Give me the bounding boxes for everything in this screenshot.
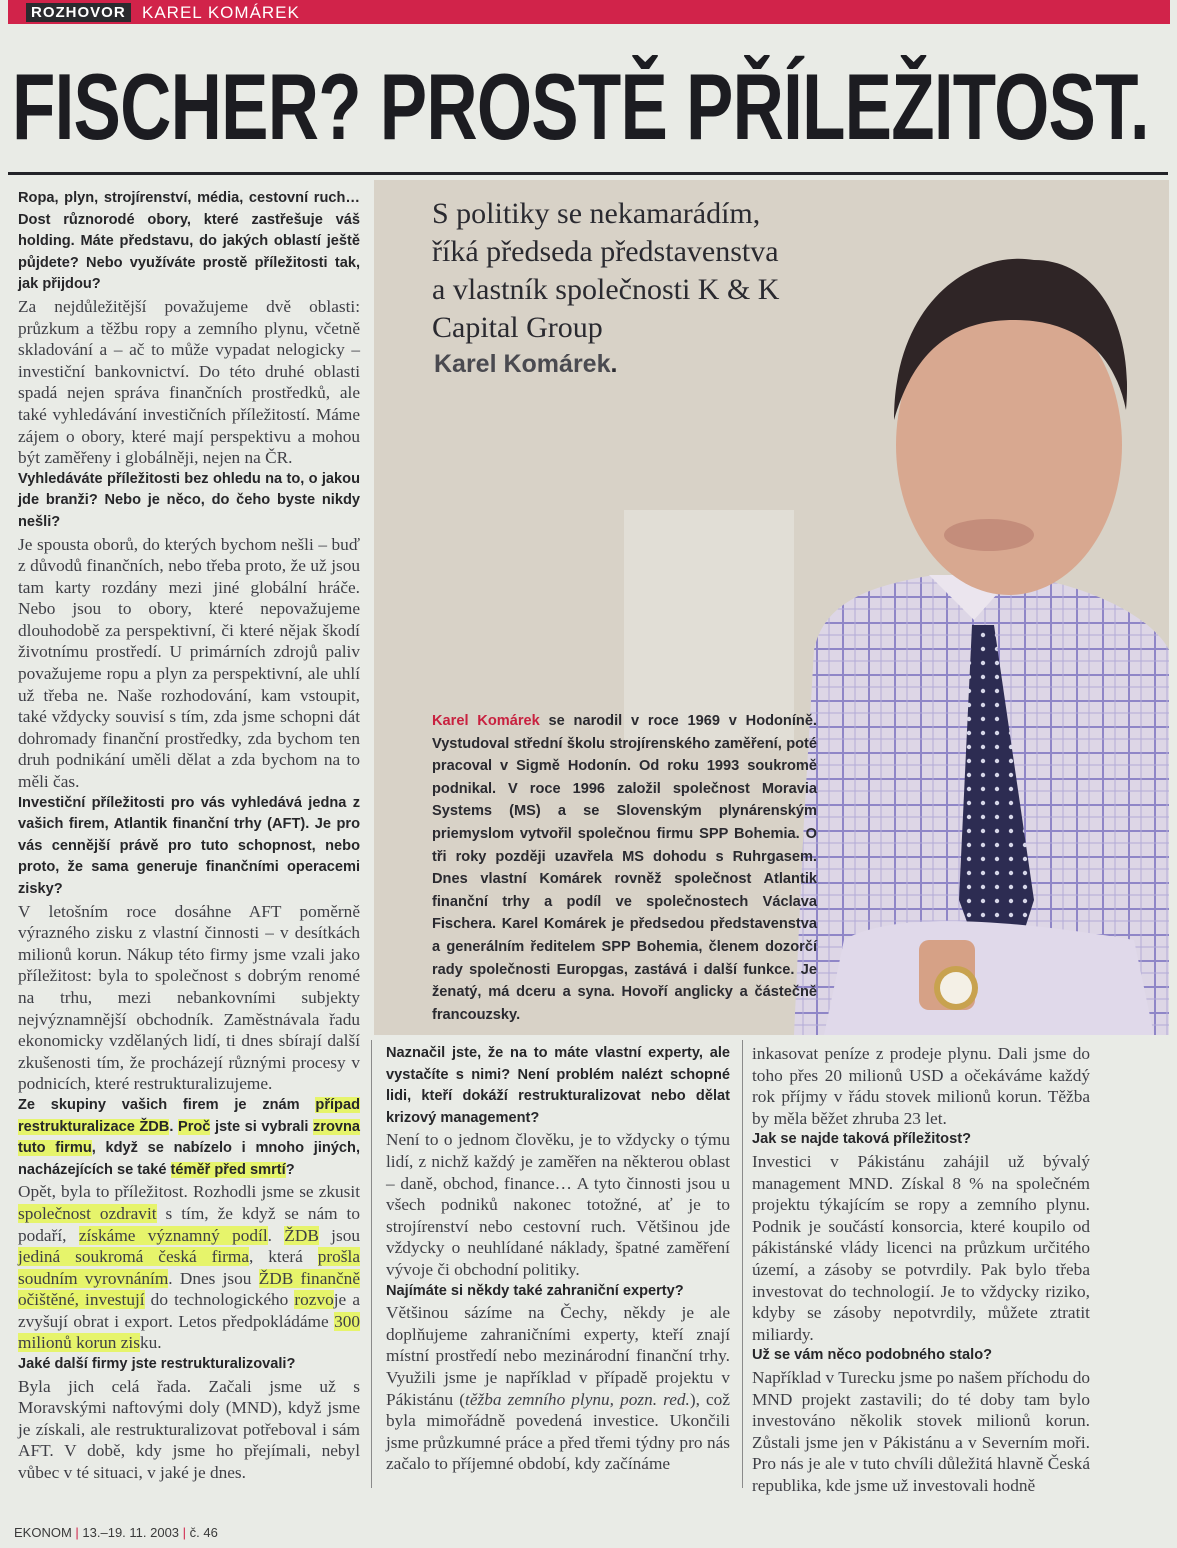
text-run: s tím, že když se nám to podaří, bbox=[18, 1203, 360, 1245]
column-3 bbox=[752, 1043, 1090, 1496]
bio-text: se narodil v roce 1969 v Hodoníně. Vystudoval střední školu strojírenského zaměření, poté pracoval v Sigmě Hodonín. Od roku 1993 soukromě podnikal. V roce 1996 založil společnost Moravia Systems (MS) a se Slovenským plynárenským priemyslom vytvořil společnou firmu SPP Bohemia. O tři roky později uzavřela MS dohodu s Ruhrgasem. Dnes vlastní Komárek rovněž společnost Atlantik finanční trhy a podíl ve společnostech Václava Fischera. Karel Komárek je předsedou představenstva a generálním ředitelem SPP Bohemia, členem dozorčí rady společnosti Europgas, zastává i další funkce. Je ženatý, má dceru a syna. Hovoří anglicky a částečně francouzsky. bbox=[432, 713, 817, 1023]
highlight: případ restrukturalizace ŽDB bbox=[18, 1096, 360, 1135]
text-run: jsou bbox=[318, 1225, 360, 1245]
highlight: prošla soudním vyrovnáním bbox=[18, 1247, 360, 1288]
lede-name bbox=[434, 350, 617, 379]
text-run: jste si vybrali bbox=[210, 1118, 313, 1135]
answer: Například v Turecku jsme po našem příchodu do MND projekt zastavili; do té doby tam bylo investováno několik stovek milionů korun. Zůstali jsme jen v Pákistánu a v Severním moři. Pro nás je ale v tuto chvíli důležitá hlavně Česká republika, kde jsme už investovali hodně bbox=[752, 1367, 1090, 1495]
answer bbox=[386, 1302, 730, 1475]
column-divider bbox=[371, 1040, 372, 1488]
question: Najímáte si někdy také zahraniční experty? bbox=[386, 1282, 684, 1299]
lede-name-text: Karel Komárek bbox=[434, 350, 611, 378]
lede-period: . bbox=[610, 350, 618, 378]
highlight: ŽDB bbox=[284, 1225, 319, 1245]
section-person-name: KAREL KOMÁREK bbox=[142, 3, 300, 22]
bio-name: Karel Komárek bbox=[432, 713, 540, 729]
answer: Za nejdůležitější považujeme dvě oblasti: průzkum a těžbu ropy a zemního plynu, včetně skladování a – ač to může vypadat nelogicky – investiční bankovnictví. Do této druhé oblasti spadá nejen správa finančních prostředků, ale také vyhledávání investičních příležitostí. Máme zájem o obory, které mají perspektivu a mohou být zaměřeny i globálněji, nejen na ČR. bbox=[18, 296, 360, 468]
highlight: téměř před smrtí bbox=[170, 1161, 286, 1178]
page-footer bbox=[14, 1525, 218, 1540]
answer: inkasovat peníze z prodeje plynu. Dali jsme do toho přes 20 milionů USD a očekáváme každý rok příjmy v řádu stovek milionů korun. Těžba by měla běžet zhruba 23 let. bbox=[752, 1044, 1090, 1128]
text-run: Většinou sázíme na Čechy, někdy je ale doplňujeme zahraničními experty, kteří znají místní prostředí nebo mezinárodní finanční trhy. Využili jsme je například v případě projektu v Pákistánu ( bbox=[386, 1303, 730, 1409]
question-highlighted bbox=[18, 1095, 360, 1181]
column-divider bbox=[742, 1040, 743, 1488]
column-2 bbox=[386, 1043, 730, 1475]
article-headline: FISCHER? PROSTĚ PŘÍLEŽITOST. bbox=[12, 54, 1149, 159]
text-run: . bbox=[267, 1225, 285, 1245]
issue-date: 13.–19. 11. 2003 bbox=[82, 1525, 180, 1540]
section-header-bar bbox=[8, 0, 1170, 24]
magazine-name: EKONOM bbox=[14, 1525, 72, 1540]
highlight: rozvo bbox=[294, 1290, 334, 1310]
text-run: je a zvyšují obrat i export. Letos předpokládáme bbox=[18, 1290, 360, 1331]
answer: V letošním roce dosáhne AFT poměrně výrazného zisku z vlastní činnosti – v desítkách milionů korun. Nákup této firmy jsme vzali jako příležitost: byla to společnost s dobrým renomé na trhu, mezi nebankovními subjekty nejvýznamnější obchodník. Zaměstnávala řadu ekonomicky vzdělaných lidí, ti dnes sbírají další zkušenosti tím, že procházejí různými procesy v podnicích, které restrukturalizujeme. bbox=[18, 901, 360, 1094]
question: Jak se najde taková příležitost? bbox=[752, 1131, 971, 1148]
highlight: 300 milionů korun zis bbox=[18, 1311, 360, 1353]
issue-number: č. 46 bbox=[189, 1525, 218, 1540]
footer-separator: | bbox=[179, 1525, 190, 1540]
text-run: , když se nabízelo i mnoho jiných, nacházejících se také bbox=[18, 1140, 361, 1178]
answer: Není to o jednom člověku, je to vždycky o týmu lidí, z nichž každý je zaměřen na některou oblast – daně, obchod, finance… A tyto činnosti jsou u všech podniků nakonec totožné, ať je to strojírenství nebo cestovní ruch. Většinou jde vždycky o neuhlídané náklady, špatné zaměření vývoje či obchodní politiky. bbox=[386, 1130, 730, 1279]
question: Vyhledáváte příležitosti bez ohledu na to, o jakou jde branži? Nebo je něco, do čeho byste nikdy nešli? bbox=[18, 470, 360, 530]
text-run: ? bbox=[285, 1161, 295, 1178]
text-run: do technologického bbox=[144, 1290, 295, 1310]
text-run: , která bbox=[249, 1247, 318, 1267]
footer-separator: | bbox=[71, 1525, 83, 1540]
question: Už se vám něco podobného stalo? bbox=[752, 1347, 993, 1364]
answer: Byla jich celá řada. Začali jsme už s Moravskými naftovými doly (MND), když jsme je získali, ale restrukturalizovat potřeboval i sám AFT. V době, kdy jsme ho přejímali, nebyl vůbec v té situaci, v jaké je dnes. bbox=[18, 1376, 360, 1483]
highlight: jediná soukromá česká firma bbox=[18, 1247, 250, 1267]
lede-text: S politiky se nekamarádím, říká předseda představenstva a vlastník společnosti K & K Capital Group bbox=[432, 197, 780, 344]
question: Ropa, plyn, strojírenství, média, cestovní ruch… Dost různorodé obory, které zastřešuje váš holding. Máte představu, do jakých oblastí ještě půjdete? Nebo využíváte prostě příležitosti tak, jak přijdou? bbox=[18, 190, 360, 293]
column-1 bbox=[18, 188, 360, 1484]
answer: Je spousta oborů, do kterých bychom nešli – buď z důvodů finančních, nebo třeba proto, že už jsou tam karty rozdány mezi jiné globální hráče. Nebo jsou to obory, které nepovažujeme dlouhodobě za perspektivní, či které nějak škodí životnímu prostředí. U primárních zdrojů paliv považujeme ropu a plyn za perspektivní, ale uhlí už třeba ne. Naše rozhodování, kam vstoupit, také vždycky souvisí s tím, zda jsme schopni dát dohromady finanční prostředky, zda bychom ten druh podnikání uměli dělat a zda bychom na to měli čas. bbox=[18, 534, 360, 792]
answer: Investici v Pákistánu zahájil už bývalý management MND. Získal 8 % na společném projektu týkajícím se ropy a zemního plynu. Podnik je součástí konsorcia, které koupilo od pákistánské vlády licenci na průzkum určitého území, a zásoby se potvrdily. Pak bylo třeba investovat do technologií. Je to vždycky riziko, kdyby se zásoby nepotvrdily, můžete ztratit miliardy. bbox=[752, 1151, 1090, 1344]
text-run: . bbox=[169, 1118, 178, 1135]
text-run: ku. bbox=[139, 1333, 162, 1353]
question: Naznačil jste, že na to máte vlastní experty, ale vystačíte s nimi? Není problém nalézt schopné lidi, kteří dokáží restrukturalizovat nebo dělat krizový management? bbox=[386, 1045, 730, 1126]
highlight: získáme významný podíl bbox=[78, 1225, 268, 1245]
question: Investiční příležitosti pro vás vyhledává jedna z vašich firem, Atlantik finanční trhy (AFT). Je pro vás cennější právě pro tuto schopnost, nebo proto, že sama generuje finančními operacemi zisky? bbox=[18, 794, 360, 897]
highlight: zrovna tuto firmu bbox=[18, 1118, 361, 1157]
bio-caption bbox=[432, 710, 817, 1026]
answer-highlighted bbox=[18, 1181, 360, 1354]
question: Jaké další firmy jste restrukturalizovali? bbox=[18, 1356, 296, 1373]
highlight: ŽDB finančně očištěné, investují bbox=[18, 1268, 360, 1310]
highlight: společnost ozdravit bbox=[18, 1203, 157, 1223]
section-tag: ROZHOVOR bbox=[26, 3, 131, 22]
text-run: Opět, byla to příležitost. Rozhodli jsme se zkusit bbox=[18, 1182, 360, 1202]
text-run: Ze skupiny vašich firem je znám bbox=[18, 1096, 316, 1113]
editor-note: těžba zemního plynu, pozn. red. bbox=[465, 1389, 690, 1409]
highlight: Proč bbox=[177, 1118, 211, 1135]
text-run: ), což byla mimořádně povedená investice. Ukončili jsme průzkumné práce a před třemi týdny pro nás začalo to příjemné období, kdy začínáme bbox=[386, 1389, 730, 1474]
text-run: . Dnes jsou bbox=[168, 1268, 259, 1288]
headline-rule bbox=[8, 172, 1168, 175]
